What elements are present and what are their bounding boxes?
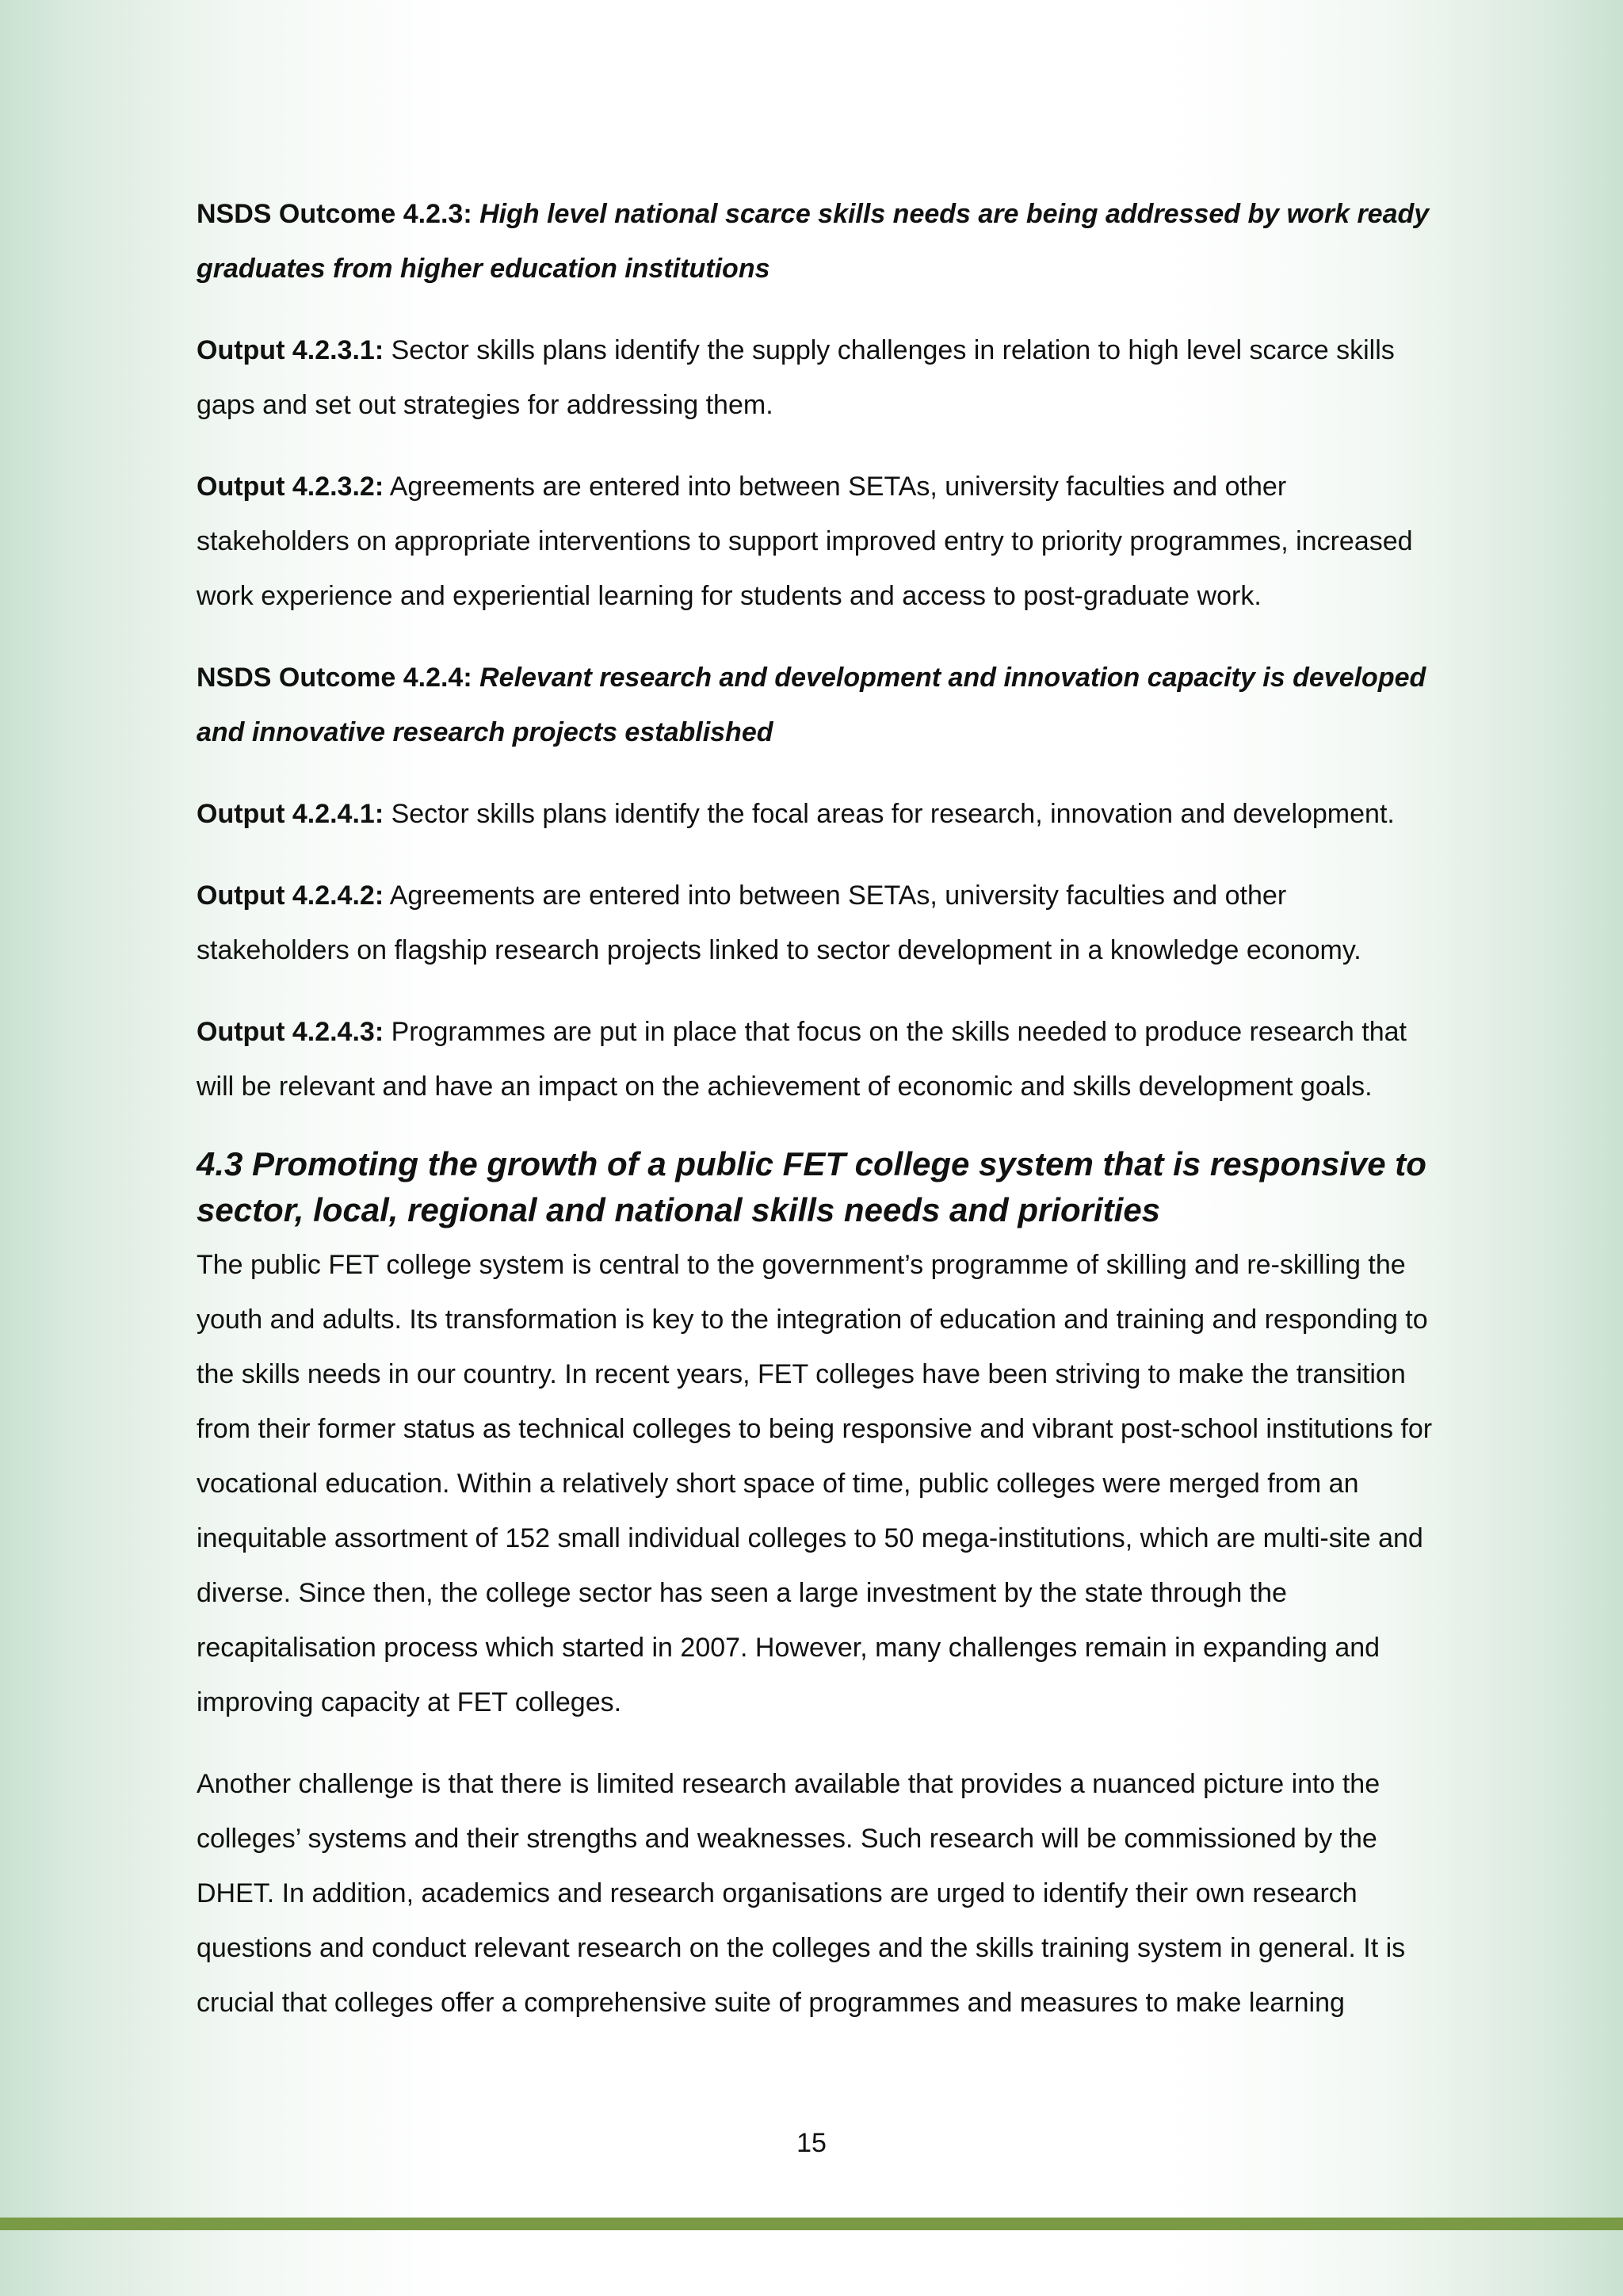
output-label: Output 4.2.4.1: — [197, 799, 384, 829]
output-label: Output 4.2.4.2: — [197, 881, 384, 911]
output-4-2-4-3 — [197, 1005, 1433, 1114]
outcome-4-2-4 — [197, 651, 1433, 760]
document-body — [197, 187, 1433, 2057]
outcome-label: NSDS Outcome 4.2.4: — [197, 663, 472, 693]
output-4-2-3-2 — [197, 460, 1433, 624]
output-text: Agreements are entered into between SETAs, university faculties and other stakeholders on flagship research projects linked to sector development in a knowledge economy. — [197, 881, 1361, 965]
section-paragraph: The public FET college system is central to the government’s programme of skilling and re-skilling the youth and adults. Its transformation is key to the integration of education and training and responding to the skills needs in our country. In recent years, FET colleges have been striving to make the transition from their former status as technical colleges to being responsive and vibrant post-school institutions for vocational education. Within a relatively short space of time, public colleges were merged from an inequitable assortment of 152 small individual colleges to 50 mega-institutions, which are multi-site and diverse. Since then, the college sector has seen a large investment by the state through the recapitalisation process which started in 2007. However, many challenges remain in expanding and improving capacity at FET colleges. — [197, 1250, 1433, 1717]
footer-bar — [0, 2218, 1623, 2230]
page-number: 15 — [796, 2128, 827, 2158]
output-4-2-4-1 — [197, 787, 1433, 842]
outcome-text: Relevant research and development and innovation capacity is developed and innovative research projects established — [197, 663, 1426, 747]
section-heading: 4.3 Promoting the growth of a public FET college system that is responsive to sector, local, regional and national skills needs and priorities — [197, 1145, 1426, 1228]
output-text: Programmes are put in place that focus on the skills needed to produce research that will be relevant and have an impact on the achievement of economic and skills development goals. — [197, 1017, 1407, 1102]
output-text: Agreements are entered into between SETAs, university faculties and other stakeholders on appropriate interventions to support improved entry to priority programmes, increased work experience and experiential learning for students and access to post-graduate work. — [197, 472, 1413, 611]
output-label: Output 4.2.3.2: — [197, 472, 384, 502]
section-paragraph: Another challenge is that there is limited research available that provides a nuanced picture into the colleges’ systems and their strengths and weaknesses. Such research will be commissioned by the DHET. In addition, academics and research organisations are urged to identify their own research questions and conduct relevant research on the colleges and the skills training system in general. It is crucial that colleges offer a comprehensive suite of programmes and measures to make learning — [197, 1769, 1406, 2018]
output-4-2-4-2 — [197, 869, 1433, 978]
outcome-text: High level national scarce skills needs are being addressed by work ready graduates from higher education institutions — [197, 199, 1430, 284]
output-label: Output 4.2.3.1: — [197, 335, 384, 365]
output-text: Sector skills plans identify the focal areas for research, innovation and development. — [391, 799, 1395, 829]
output-4-2-3-1 — [197, 323, 1433, 433]
outcome-4-2-3 — [197, 187, 1433, 296]
output-text: Sector skills plans identify the supply challenges in relation to high level scarce skills gaps and set out strategies for addressing them. — [197, 335, 1395, 420]
output-label: Output 4.2.4.3: — [197, 1017, 384, 1047]
outcome-label: NSDS Outcome 4.2.3: — [197, 199, 472, 229]
